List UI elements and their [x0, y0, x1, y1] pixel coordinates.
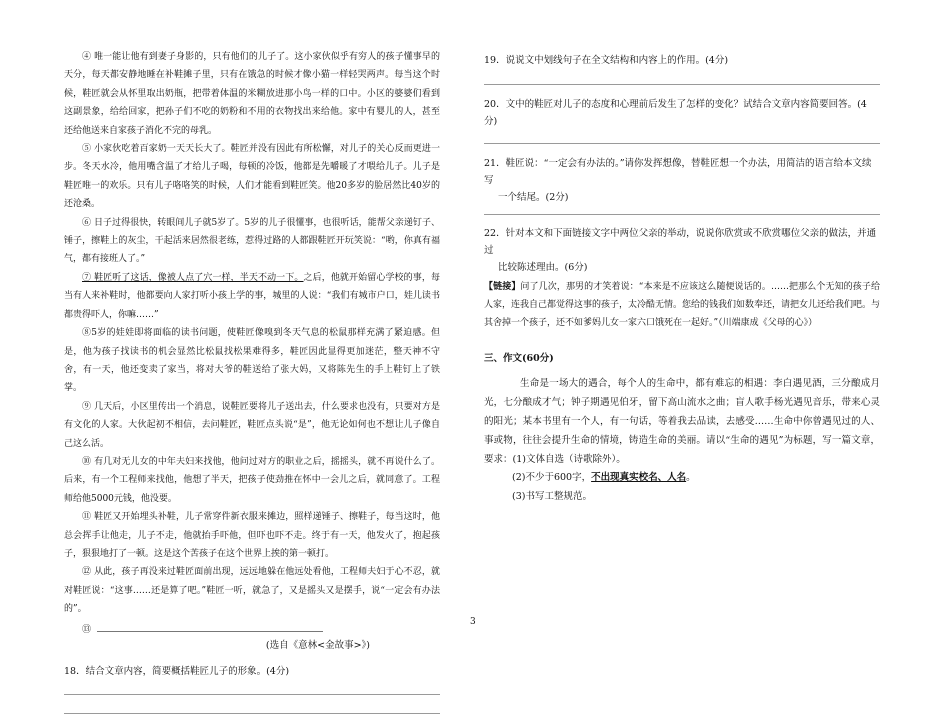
question-21-line1: 21．鞋匠说：“一定会有办法的。”请你发挥想像，替鞋匠想一个办法，用简洁的语言给本文续写 — [484, 158, 872, 186]
composition-heading: 三、作文(60分) — [484, 353, 554, 364]
paragraph-11: ⑪ 鞋匠又开始埋头补鞋，儿子常穿件新衣服来摊边，照样递锤子、擦鞋子，每当这时，他总会挥手让他走，儿子不走，他就抬手吓他，但吓也吓不走。终于有一天，他发火了，抱起孩子，狠狠地打了一顿。这是这个苦孩子在这个世界上挨的第一顿打。 — [64, 512, 440, 559]
answer-line-19[interactable] — [484, 84, 880, 85]
paragraph-4: ④ 唯一能让他有到妻子身影的，只有他们的儿子了。这小家伙似乎有穷人的孩子懂事早的天分，每天都安静地睡在补鞋摊子里，只有在饿急的时候才像小猫一样轻哭两声。每当这个时候，鞋匠就会从怀里取出奶瓶，把带着体温的米糊放进那小鸟一样的口中。小区的婆婆们看到这副景象，给给回家，把孙子们不吃的奶粉和不用的衣物找出来给他。家中有婴儿的人，甚至还给他送来自家孩子消化不完的母乳。 — [64, 52, 440, 136]
underlined-sentence: ⑦ 鞋匠听了这话，像被人点了穴一样，半天不动一下。 — [82, 272, 304, 283]
paragraph-13 — [64, 619, 440, 635]
answer-line-18a[interactable] — [64, 694, 440, 695]
question-21 — [484, 155, 880, 206]
paragraph-6: ⑥ 日子过得很快，转眼间儿子就5岁了。5岁的儿子很懂事，也很听话，能帮父亲递钉子、锤子，擦鞋上的灰尘，干起活来居然很老练，惹得过路的人都跟鞋匠开玩笑说：“哟，你真有福气，都有接班人了。” — [64, 217, 440, 265]
requirement-3: (3)书写工整规范。 — [512, 490, 592, 502]
paragraph-7 — [64, 269, 440, 324]
question-20: 20．文中的鞋匠对儿子的态度和心理前后发生了怎样的变化？试结合文章内容简要回答。(4分) — [484, 99, 867, 127]
paragraph-12: ⑫ 从此，孩子再没来过鞋匠面前出现，远远地躲在他远处看他，工程师夫妇于心不忍，就对鞋匠说：“这事……还是算了吧。”鞋匠一听，就急了，又是摇头又是摆手，说“一定会有办法的”。 — [64, 567, 440, 615]
link-tag: 【链接】 — [484, 282, 521, 292]
requirement-2-emphasis: 不出现真实校名、人名 — [591, 472, 687, 483]
right-column — [484, 52, 880, 506]
answer-line-20[interactable] — [484, 143, 880, 144]
source-citation: (选自《意林<金故事>》) — [265, 639, 370, 651]
requirement-2-suffix: 。 — [686, 472, 696, 483]
left-column — [64, 48, 440, 714]
requirement-2-prefix: (2)不少于600字， — [512, 472, 592, 483]
requirement-2 — [484, 469, 880, 488]
paragraph-7-rest: 之后，他就开始留心学校的事，每当有人来补鞋时，他都要向人家打听小孩上学的事，城里的人说：“我们有城市户口，娃儿读书都贵得吓人，你嘛……” — [64, 272, 440, 320]
paragraph-13-label: ⑬ — [82, 624, 92, 635]
paragraph-5: ⑤ 小家伙吃着百家奶一天天长大了。鞋匠并没有因此有所松懈，对儿子的关心反而更进一步。冬天水冷，他用嘴含温了才给儿子喝，每顿的冷饭，他都是先嚼暖了才喂给儿子。儿子是鞋匠唯一的欢乐。只有儿子咯咯笑的时候，人们才能看到鞋匠笑。他20多岁的脸居然比40岁的还沧桑。 — [64, 144, 440, 210]
link-text: 问了几次，那男的才笑着说：“本来是不应该这么随便说话的。……把那么个无知的孩子给人家，连我自己都觉得这事的孩子，太冷酷无情。您给的钱我们如数奉还，请把女儿还给我们吧。与其舍掉一个孩子，还不如爹妈儿女一家六口饿死在一起好。”（川端康成《父母的心》） — [484, 282, 881, 328]
question-21-line2: 一个结尾。(2分) — [498, 192, 569, 203]
question-22-line1: 22．针对本文和下面链接文字中两位父亲的举动，说说你欣赏或不欣赏哪位父亲的做法，并通过 — [484, 228, 877, 256]
link-excerpt — [484, 278, 880, 332]
question-22 — [484, 225, 880, 276]
paragraph-10: ⑩ 有几对无儿女的中年夫妇来找他，他问过对方的职业之后，摇摇头，就不再说什么了。后来，有一个工程师来找他，他想了半天，把孩子使劲推在怀中一会儿之后，就同意了。工程师给他5000元钱，他没要。 — [64, 456, 440, 504]
question-19: 19．说说文中划线句子在全文结构和内容上的作用。(4分) — [484, 55, 729, 66]
paragraph-9: ⑨ 几天后，小区里传出一个消息，说鞋匠要将儿子送出去，什么要求也没有，只要对方是有文化的人家。大伙起初不相信，去问鞋匠，鞋匠点头说“是”，他无论如何也不想让儿子像自己这么活。 — [64, 401, 440, 449]
composition-prompt: 生命是一场大的遇合，每个人的生命中，都有难忘的相遇：李白遇见酒，三分酿成月光，七分酿成才气；钟子期遇见伯牙，留下高山流水之曲；盲人歌手杨光遇见音乐，带来心灵的阳光；某本书里有一个人，有一句话，等着我去品读，去感受……生命中你曾遇见过的人、事或物，往往会提升生命的情境，铸造生命的美丽。请以“生命的遇见”为标题，写一篇文章，要求：(1)文体自选（诗歌除外）。 — [484, 378, 880, 465]
question-18: 18．结合文章内容，简要概括鞋匠儿子的形象。(4分) — [64, 665, 290, 677]
page-number: 3 — [470, 617, 476, 627]
answer-line-21[interactable] — [484, 214, 880, 215]
paragraph-8: ⑧5岁的娃娃即将面临的读书问题，使鞋匠像嗅到冬天气息的松鼠那样充满了紧迫感。但是，他为孩子找读书的机会显然比松鼠找松果难得多，鞋匠因此显得更加迷茫，整天神不守舍，有一天，他还变卖了家当，将对大爷的鞋送给了张大妈，又将陈先生的手上鞋钉上了铁掌。 — [64, 328, 440, 394]
answer-blank-13[interactable] — [97, 631, 323, 632]
answer-line-18b[interactable] — [64, 713, 440, 714]
question-22-line2: 比较陈述理由。(6分) — [498, 262, 588, 273]
